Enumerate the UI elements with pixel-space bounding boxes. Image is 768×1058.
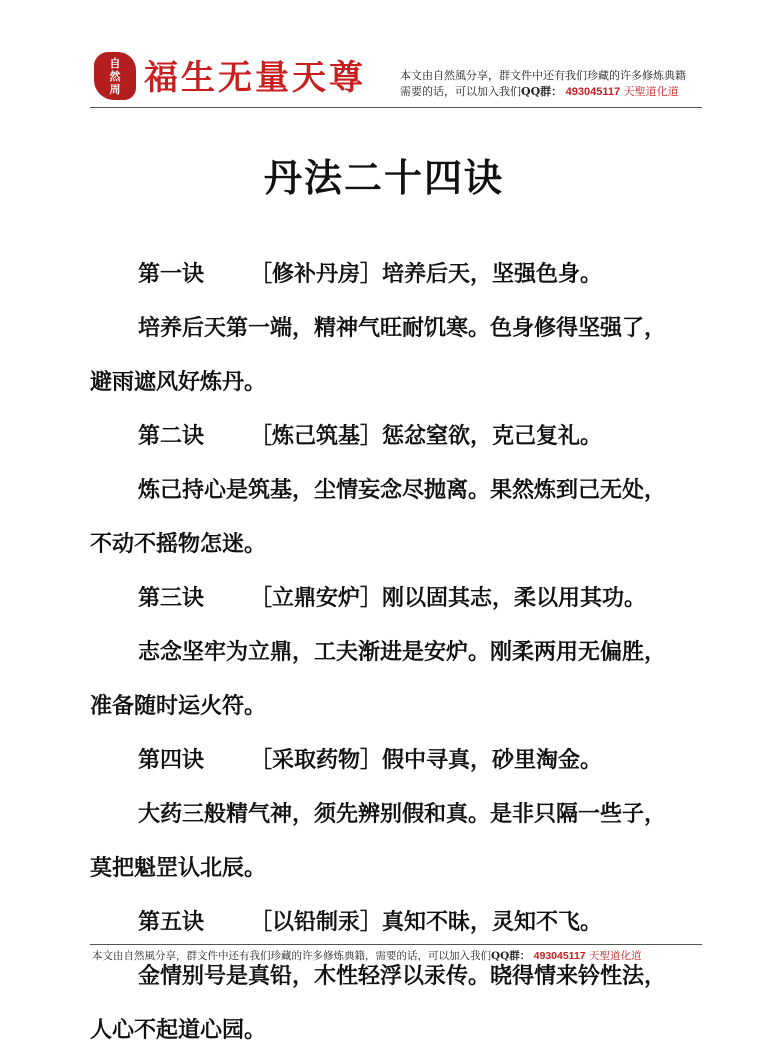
verse-line: 志念坚牢为立鼎，工夫渐进是安炉。刚柔两用无偏胜， — [138, 640, 667, 665]
section-subtitle: ［以铅制汞］真知不昧，灵知不飞。 — [250, 910, 603, 935]
page-header — [90, 48, 702, 108]
header-divider — [90, 107, 702, 108]
verse-line: 莫把魁罡认北辰。 — [90, 856, 267, 881]
verse-line: 金情别号是真铅，木性轻浮以汞传。晓得情来钤性法， — [138, 964, 667, 989]
section-name: 第一诀 — [138, 262, 205, 287]
section-subtitle: ［修补丹房］培养后天，坚强色身。 — [250, 262, 603, 287]
section-name: 第三诀 — [138, 586, 205, 611]
verse-line: 人心不起道心园。 — [90, 1018, 267, 1043]
verse-line: 避雨遮风好炼丹。 — [90, 370, 267, 395]
notice-line-1: 本文由自然風分享，群文件中还有我们珍藏的许多修炼典籍 — [400, 69, 686, 82]
verse-line: 培养后天第一端，精神气旺耐饥寒。色身修得坚强了， — [138, 316, 667, 341]
section-heading — [90, 410, 698, 464]
verse-line: 炼己持心是筑基，尘情妄念尽抛离。果然炼到己无处， — [138, 478, 667, 503]
footer-qq-label: QQ群： — [491, 950, 531, 962]
footer-qq-group-name: 天聖道化道 — [588, 950, 642, 962]
seal-char: 自 — [109, 56, 121, 70]
seal-char: 周 — [109, 82, 121, 96]
section-heading — [90, 734, 698, 788]
section-name: 第四诀 — [138, 748, 205, 773]
page-footer — [92, 948, 704, 964]
section-subtitle: ［立鼎安炉］刚以固其志，柔以用其功。 — [250, 586, 647, 611]
page-title: 丹法二十四诀 — [263, 156, 504, 200]
footer-qq-number: 493045117 — [533, 950, 586, 962]
footer-divider — [90, 944, 702, 945]
verse-line: 大药三般精气神，须先辨别假和真。是非只隔一些子， — [138, 802, 667, 827]
section-name: 第五诀 — [138, 910, 205, 935]
qq-group-name: 天聖道化道 — [623, 85, 679, 98]
footer-text: 本文由自然風分享，群文件中还有我们珍藏的许多修炼典籍，需要的话，可以加入我们 — [92, 950, 491, 962]
section-heading — [90, 572, 698, 626]
section-name: 第二诀 — [138, 424, 205, 449]
section-heading — [90, 248, 698, 302]
section-heading — [90, 896, 698, 950]
notice-prefix: 需要的话，可以加入我们 — [400, 85, 521, 98]
seal-logo — [94, 52, 136, 100]
document-body — [90, 248, 698, 1058]
section-subtitle: ［采取药物］假中寻真，砂里淘金。 — [250, 748, 603, 773]
qq-label: QQ群： — [521, 85, 563, 98]
brand-title: 福生无量天尊 — [144, 58, 366, 98]
qq-number: 493045117 — [565, 86, 621, 98]
verse-line: 准备随时运火符。 — [90, 694, 267, 719]
verse-line: 不动不摇物怎迷。 — [90, 532, 267, 557]
section-subtitle: ［炼己筑基］惩忿窒欲，克己复礼。 — [250, 424, 603, 449]
notice-line-2 — [400, 84, 705, 100]
header-notice — [400, 68, 705, 100]
seal-char: 然 — [109, 69, 121, 83]
